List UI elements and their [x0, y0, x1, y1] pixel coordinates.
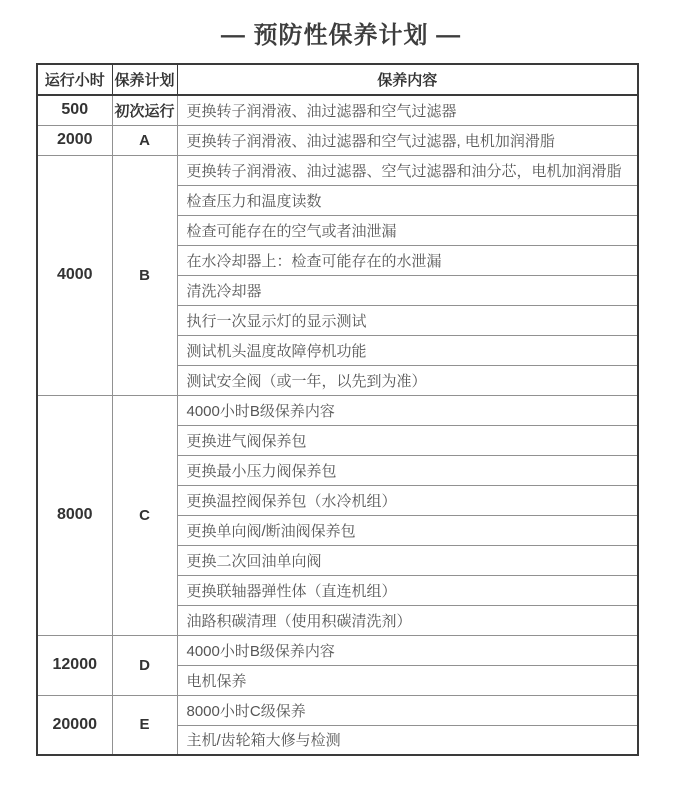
header-content: 保养内容 — [177, 64, 638, 95]
maintenance-item-cell: 4000小时B级保养内容 — [177, 635, 638, 665]
table-row — [37, 695, 638, 725]
hours-cell: 500 — [37, 95, 112, 125]
maintenance-item-cell: 清洗冷却器 — [177, 275, 638, 305]
hours-cell: 12000 — [37, 635, 112, 695]
table-row — [37, 95, 638, 125]
maintenance-item-cell: 更换最小压力阀保养包 — [177, 455, 638, 485]
header-row — [37, 64, 638, 95]
maintenance-item-cell: 执行一次显示灯的显示测试 — [177, 305, 638, 335]
plan-cell: E — [112, 695, 177, 755]
maintenance-item-cell: 主机/齿轮箱大修与检测 — [177, 725, 638, 755]
maintenance-plan-table — [36, 63, 639, 756]
maintenance-item-cell: 测试机头温度故障停机功能 — [177, 335, 638, 365]
maintenance-item-cell: 在水冷却器上：检查可能存在的水泄漏 — [177, 245, 638, 275]
maintenance-item-cell: 更换进气阀保养包 — [177, 425, 638, 455]
header-hours: 运行小时 — [37, 64, 112, 95]
maintenance-item-cell: 更换转子润滑液、油过滤器和空气过滤器 — [177, 95, 638, 125]
hours-cell: 4000 — [37, 155, 112, 395]
maintenance-item-cell: 检查压力和温度读数 — [177, 185, 638, 215]
maintenance-item-cell: 更换转子润滑液、油过滤器和空气过滤器, 电机加润滑脂 — [177, 125, 638, 155]
maintenance-item-cell: 更换单向阀/断油阀保养包 — [177, 515, 638, 545]
maintenance-item-cell: 更换联轴器弹性体（直连机组） — [177, 575, 638, 605]
maintenance-item-cell: 4000小时B级保养内容 — [177, 395, 638, 425]
table-body — [37, 95, 638, 755]
maintenance-item-cell: 油路积碳清理（使用积碳清洗剂） — [177, 605, 638, 635]
hours-cell: 20000 — [37, 695, 112, 755]
maintenance-item-cell: 电机保养 — [177, 665, 638, 695]
table-row — [37, 125, 638, 155]
plan-cell: 初次运行 — [112, 95, 177, 125]
maintenance-item-cell: 测试安全阀（或一年，以先到为准） — [177, 365, 638, 395]
maintenance-item-cell: 8000小时C级保养 — [177, 695, 638, 725]
maintenance-item-cell: 更换温控阀保养包（水冷机组） — [177, 485, 638, 515]
plan-cell: C — [112, 395, 177, 635]
plan-cell: B — [112, 155, 177, 395]
table-row — [37, 395, 638, 425]
hours-cell: 8000 — [37, 395, 112, 635]
plan-cell: D — [112, 635, 177, 695]
hours-cell: 2000 — [37, 125, 112, 155]
table-header — [37, 64, 638, 95]
maintenance-item-cell: 检查可能存在的空气或者油泄漏 — [177, 215, 638, 245]
page — [0, 15, 682, 756]
maintenance-item-cell: 更换二次回油单向阀 — [177, 545, 638, 575]
page-title: — 预防性保养计划 — — [220, 22, 462, 49]
table-row — [37, 635, 638, 665]
header-plan: 保养计划 — [112, 64, 177, 95]
plan-cell: A — [112, 125, 177, 155]
maintenance-item-cell: 更换转子润滑液、油过滤器、空气过滤器和油分芯，电机加润滑脂 — [177, 155, 638, 185]
table-row — [37, 155, 638, 185]
